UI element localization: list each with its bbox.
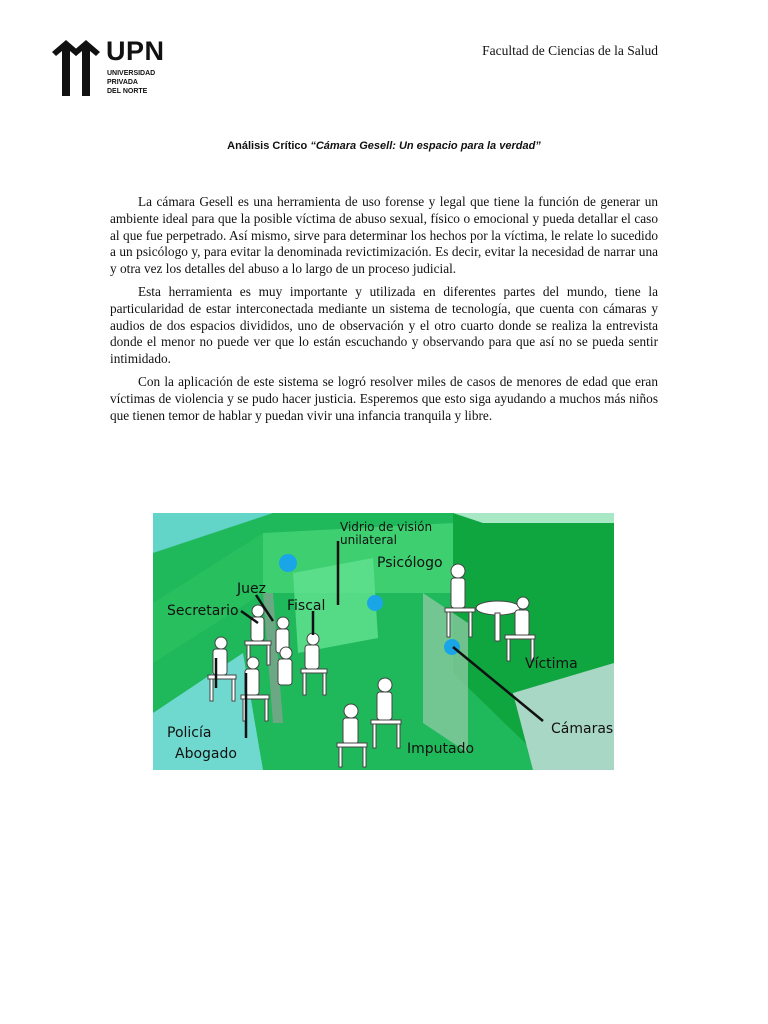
label-psychologist: Psicólogo	[377, 555, 443, 571]
paragraph: La cámara Gesell es una herramienta de uso forense y legal que tiene la función de generar un ambiente ideal para que la posible víctima de abuso sexual, físico o emocional y pueda detallar el caso al que fue perpetrado. Así mismo, sirve para determinar los hechos por la víctima, le relate lo sucedido a un psicólogo y, para evitar la denominada revictimización. Es decir, evitar la necesidad de narrar una y otra vez los detalles del abuso a lo largo de un proceso judicial.	[110, 194, 658, 277]
label-victim: Víctima	[525, 656, 578, 672]
faculty-header: Facultad de Ciencias de la Salud	[482, 43, 658, 58]
label-cameras: Cámaras	[551, 721, 614, 737]
upn-logo	[52, 38, 172, 100]
camera-icon	[367, 595, 383, 611]
paragraph: Esta herramienta es muy importante y utilizada en diferentes partes del mundo, tiene la particularidad de estar interconectada mediante un sistema de tecnología, que cuenta con cámaras y audios de dos espacios divididos, uno de observación y el otro cuarto donde se realiza la entrevista donde el menor no puede ver que lo están escuchando y observando para que así no se pueda sentir intimidado.	[110, 283, 658, 367]
gesell-chamber-illustration	[153, 513, 614, 770]
label-secretary: Secretario	[167, 603, 239, 619]
logo-wordmark: UPN	[106, 36, 165, 66]
document-body	[110, 194, 658, 430]
camera-icon	[279, 554, 297, 572]
paragraph: Con la aplicación de este sistema se logró resolver miles de casos de menores de edad que eran víctimas de violencia y se pudo hacer justicia. Esperemos que esto siga ayudando a muchos más niños que tienen temor de hablar y puedan vivir una infancia tranquila y libre.	[110, 373, 658, 423]
label-accused: Imputado	[407, 741, 475, 757]
label-judge: Juez	[237, 581, 266, 597]
label-lawyer: Abogado	[175, 746, 237, 762]
logo-subtitle: UNIVERSIDAD PRIVADA DEL NORTE	[107, 70, 156, 95]
label-prosecutor: Fiscal	[287, 598, 326, 614]
label-glass: Vidrio de visión	[340, 520, 433, 534]
label-glass-2: unilateral	[340, 533, 397, 547]
label-police: Policía	[167, 725, 212, 741]
document-title: Análisis Crítico “Cámara Gesell: Un espacio para la verdad”	[227, 140, 541, 152]
upn-arrow-logo-icon	[52, 38, 102, 98]
camera-icon	[444, 639, 460, 655]
